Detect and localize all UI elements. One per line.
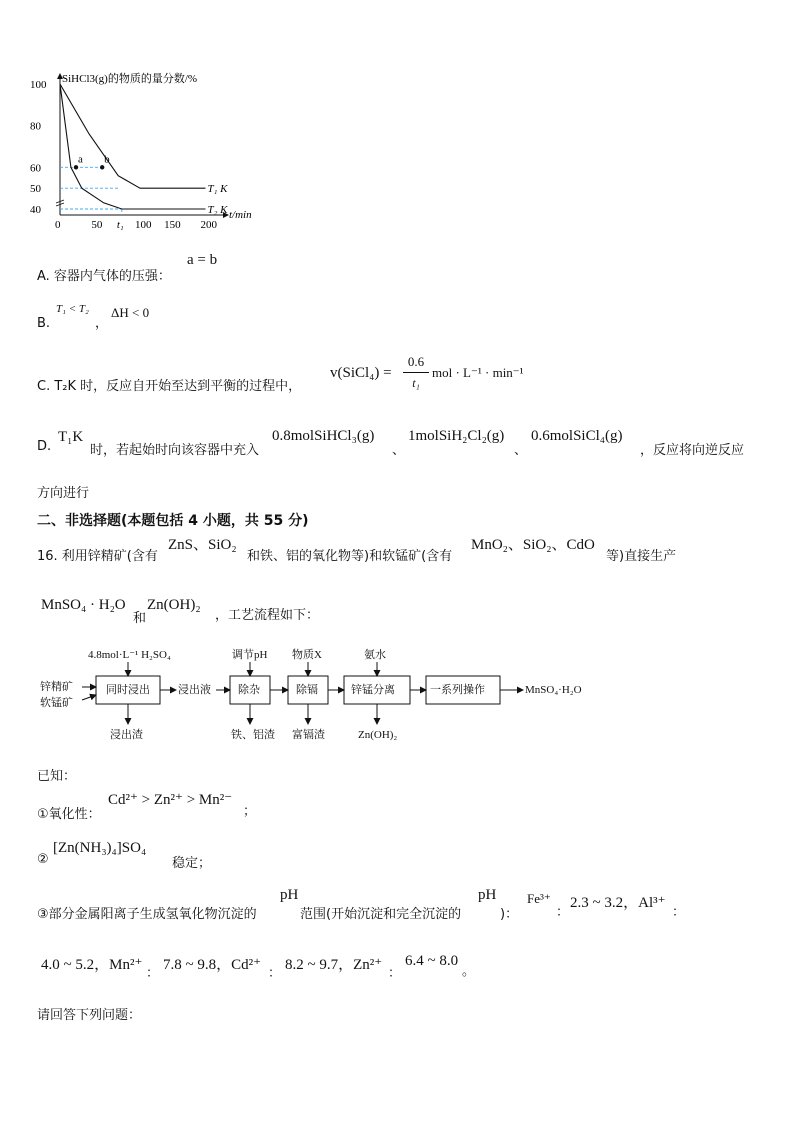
option-d-m1: 0.8molSiHCl₃(g)	[272, 428, 375, 444]
known-3-text-c: )：	[500, 907, 519, 922]
q16-text-a: 16. 利用锌精矿(含有	[37, 549, 158, 564]
known-3-fe: Fe³⁺	[527, 891, 551, 906]
output-cd-residue: 富镉渣	[292, 729, 325, 741]
q16-product-1: MnSO₄ · H₂O	[41, 597, 126, 613]
known-3-sep1: ：	[556, 905, 570, 920]
q16-product-2: Zn(OH)₂	[147, 597, 201, 613]
x-tick-label: 150	[164, 219, 181, 230]
option-b-letter: B.	[37, 316, 51, 331]
reagent-ammonia: 氨水	[364, 649, 386, 661]
known-3-ph1: pH	[280, 887, 299, 903]
series-label-1: T₁ K	[207, 183, 228, 196]
option-b-dh: ΔH < 0	[111, 305, 150, 320]
box-operations-label: 一系列操作	[430, 684, 485, 696]
y-tick-label: 100	[30, 79, 47, 91]
known-1-formula: Cd²⁺ > Zn²⁺ > Mn²⁻	[108, 792, 233, 808]
option-d-text3: 方向进行	[37, 486, 90, 501]
option-c-text: C. T₂K 时，反应自开始至达到平衡的过程中，	[37, 379, 302, 394]
option-c-num: 0.6	[407, 354, 425, 369]
box-separation-label: 锌锰分离	[351, 684, 395, 696]
q16-and: 和	[133, 611, 147, 626]
reagent-acid: 4.8mol·L⁻¹ H₂SO₄	[88, 649, 171, 661]
section-title: 二、非选择题(本题包括 4 小题，共 55 分)	[37, 513, 309, 529]
box-leach-label: 同时浸出	[106, 684, 150, 696]
option-d-m2: 1molSiH₂Cl₂(g)	[408, 428, 505, 444]
mole-fraction-chart	[30, 70, 270, 230]
option-c-den: t₁	[412, 376, 420, 390]
x-tick-label: 50	[91, 219, 103, 230]
x-tick-label: 100	[135, 219, 152, 230]
input-zinc-ore: 锌精矿	[40, 681, 73, 693]
known-2-end: 稳定；	[172, 856, 212, 871]
q16-formula-1: ZnS、SiO₂	[168, 537, 237, 553]
option-d-text1: 时，若起始时向该容器中充入	[90, 443, 260, 458]
q16-text-c: 等)直接生产	[606, 549, 677, 564]
point-a	[74, 165, 78, 169]
y-tick-label: 50	[30, 183, 41, 196]
y-tick-label: 60	[30, 162, 41, 175]
option-c-math-left: v(SiCl₄) =	[330, 365, 392, 381]
option-d-temp: T₁K	[58, 429, 84, 445]
series-line-2	[60, 84, 206, 209]
output-fe-al-residue: 铁、铝渣	[231, 729, 275, 741]
option-d-sep2: 、	[514, 443, 528, 458]
series-line-1	[60, 84, 206, 188]
known-1-text: ①氧化性：	[37, 807, 101, 822]
q16-formula-2: MnO₂、SiO₂、CdO	[471, 537, 595, 553]
known-4-sep2: ：	[268, 966, 282, 981]
q16-text-d: ，工艺流程如下：	[215, 608, 320, 623]
point-label-a: a	[78, 153, 83, 166]
option-d-text2: ，反应将向逆反应	[640, 443, 745, 458]
point-b	[100, 165, 104, 169]
x-tick-label: t₁	[116, 219, 124, 230]
option-a	[37, 265, 171, 284]
known-3-text-a: ③部分金属阳离子生成氢氧化物沉淀的	[37, 907, 257, 922]
ask-text: 请回答下列问题：	[37, 1008, 142, 1023]
known-4-cd-range: 8.2 ~ 9.7，Zn²⁺	[285, 957, 383, 973]
x-tick-label: 0	[55, 219, 61, 230]
product-mnso4: MnSO₄·H₂O	[525, 684, 582, 696]
option-d-letter: D.	[37, 439, 52, 454]
known-4-mn-range: 7.8 ~ 9.8，Cd²⁺	[163, 957, 262, 973]
box-cadmium-label: 除镉	[296, 684, 318, 696]
option-d-sep1: 、	[392, 443, 406, 458]
known-4-sep1: ：	[146, 966, 160, 981]
process-flow-diagram	[38, 642, 618, 742]
known-label: 已知：	[37, 769, 77, 784]
known-3-text-b: 范围(开始沉淀和完全沉淀的	[300, 907, 462, 922]
option-a-text: A. 容器内气体的压强：	[37, 269, 171, 284]
known-3-range: 2.3 ~ 3.2，Al³⁺	[570, 895, 666, 911]
known-4-end: 。	[462, 964, 476, 979]
intermediate-leachate: 浸出液	[178, 684, 211, 696]
input-manganese-ore: 软锰矿	[40, 697, 73, 709]
option-b-cond: T₁ < T₂	[56, 303, 89, 315]
box-impurity-label: 除杂	[238, 684, 260, 696]
output-residue: 浸出渣	[110, 729, 143, 741]
series-label-2: T₂ K	[207, 204, 228, 216]
option-d-m3: 0.6molSiCl₄(g)	[531, 428, 623, 444]
option-b-sep: ，	[95, 316, 109, 331]
known-2-text: ②	[37, 852, 49, 867]
point-label-b: b	[104, 153, 110, 166]
reagent-x: 物质X	[292, 649, 322, 661]
known-3-sep2: ：	[672, 905, 686, 920]
known-4-sep3: ：	[388, 966, 402, 981]
known-1-end: ；	[243, 804, 257, 819]
option-c-unit: mol · L⁻¹ · min⁻¹	[432, 365, 524, 380]
q16-text-b: 和铁、铝的氧化物等)和软锰矿(含有	[247, 549, 453, 564]
known-3-ph2: pH	[478, 887, 497, 903]
known-4-al-range: 4.0 ~ 5.2，Mn²⁺	[41, 957, 143, 973]
y-tick-label: 40	[30, 204, 41, 216]
known-4-zn-range: 6.4 ~ 8.0	[405, 953, 459, 969]
reagent-ph: 调节pH	[232, 649, 268, 661]
fraction-bar	[403, 372, 429, 373]
chart-title: SiHCl3(g)的物质的量分数/%	[62, 73, 198, 85]
y-tick-label: 80	[30, 120, 41, 133]
x-tick-label: 200	[200, 219, 217, 230]
option-a-math: a = b	[187, 252, 218, 268]
known-2-formula: [Zn(NH₃)₄]SO₄	[53, 840, 147, 856]
output-zn-hydroxide: Zn(OH)₂	[358, 729, 398, 741]
x-axis-label: t/min	[229, 209, 252, 221]
